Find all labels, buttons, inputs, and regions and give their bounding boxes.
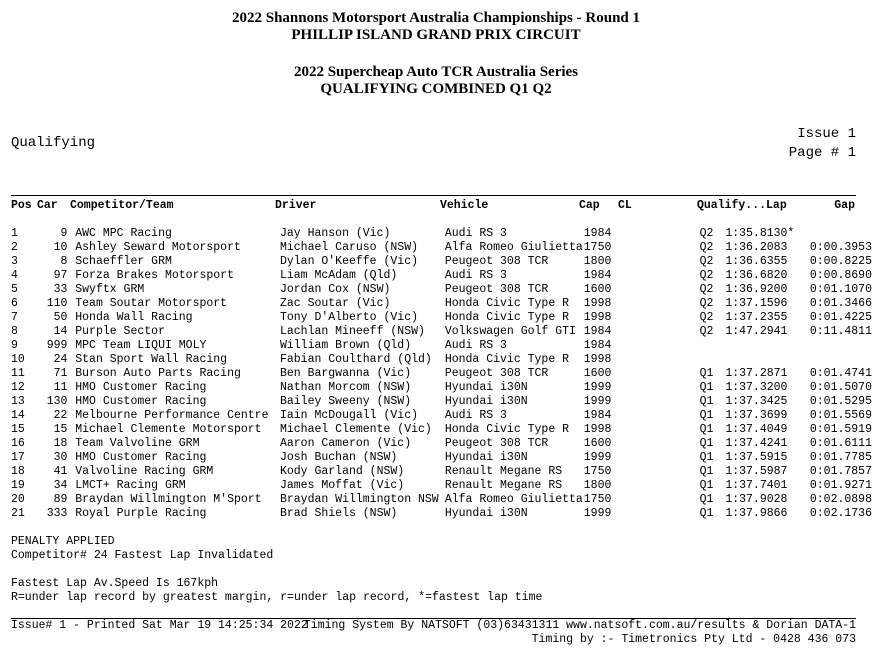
header-rule (11, 195, 856, 196)
table-row (11, 353, 872, 367)
row-lap-time: 1:37.2355 (725, 311, 788, 324)
row-spacer (67, 507, 75, 521)
row-cap: 1998 (583, 423, 612, 436)
row-pos: 14 (11, 409, 25, 422)
row-vehicle: Hyundai i30N (444, 507, 528, 520)
row-car: 34 (53, 479, 68, 492)
row-cl (623, 395, 700, 409)
row-car: 97 (53, 269, 68, 282)
row-driver: Nathan Morcom (NSW) (279, 381, 412, 394)
row-gap (800, 339, 872, 353)
row-lap-time: 1:37.3200 (725, 381, 788, 394)
col-pos: Pos (11, 199, 32, 212)
col-cl: CL (618, 199, 632, 212)
row-team: Melbourne Performance Centre (75, 409, 269, 422)
row-gap: 0:01.5919 (809, 423, 872, 436)
row-driver: Zac Soutar (Vic) (279, 297, 391, 310)
table-row (11, 465, 872, 479)
row-cl (623, 465, 700, 479)
results-table (11, 227, 872, 521)
row-car: 10 (53, 241, 68, 254)
row-vehicle: Peugeot 308 TCR (444, 255, 549, 268)
row-driver: Kody Garland (NSW) (279, 465, 405, 478)
row-driver: Jordan Cox (NSW) (279, 283, 391, 296)
row-spacer (67, 395, 75, 409)
row-team: Team Valvoline GRM (75, 437, 200, 450)
row-car: 24 (53, 353, 68, 366)
row-lap-time: 1:37.9866 (725, 507, 788, 520)
row-cap: 1984 (583, 269, 612, 282)
col-vehicle: Vehicle (440, 199, 489, 212)
row-qualify-session: Q2 (699, 283, 714, 296)
row-car: 110 (46, 297, 68, 310)
row-vehicle: Peugeot 308 TCR (444, 437, 549, 450)
row-gap: 0:01.6111 (809, 437, 872, 450)
row-spacer (67, 367, 75, 381)
row-car: 41 (53, 465, 68, 478)
row-qualify-session (700, 353, 726, 367)
row-gap: 0:02.1736 (809, 507, 872, 520)
row-qualify-session: Q1 (699, 367, 714, 380)
table-row (11, 241, 872, 255)
table-row (11, 437, 872, 451)
table-row (11, 269, 872, 283)
row-cap: 1984 (583, 325, 612, 338)
row-spacer (67, 353, 75, 367)
row-spacer (67, 269, 75, 283)
row-vehicle: Honda Civic Type R (444, 353, 570, 366)
row-lap-time: 1:37.2871 (725, 367, 788, 380)
row-pos: 9 (11, 339, 18, 352)
row-driver: Iain McDougall (Vic) (279, 409, 418, 422)
row-spacer (67, 325, 75, 339)
row-qualify-session: Q1 (699, 493, 714, 506)
table-row (11, 423, 872, 437)
row-cl (623, 451, 700, 465)
row-vehicle: Audi RS 3 (444, 227, 507, 240)
row-lap-time: 1:37.4049 (725, 423, 788, 436)
session-label: Qualifying (11, 135, 96, 151)
row-driver: Brad Shiels (NSW) (279, 507, 398, 520)
row-cl (623, 479, 700, 493)
row-lap-time: 1:37.3425 (725, 395, 788, 408)
table-row (11, 227, 872, 241)
row-car: 22 (53, 409, 68, 422)
row-team: Stan Sport Wall Racing (75, 353, 228, 366)
row-spacer (67, 311, 75, 325)
row-car: 333 (46, 507, 68, 520)
row-driver: Ben Bargwanna (Vic) (279, 367, 412, 380)
row-cl (623, 297, 700, 311)
table-row (11, 339, 872, 353)
row-team: LMCT+ Racing GRM (75, 479, 186, 492)
row-lap-time: 1:36.9200 (725, 283, 788, 296)
row-spacer (67, 423, 75, 437)
row-pos: 15 (11, 423, 25, 436)
row-cap: 1998 (583, 311, 612, 324)
penalty-heading: PENALTY APPLIED (11, 535, 115, 548)
row-driver: Tony D'Alberto (Vic) (279, 311, 418, 324)
row-team: Honda Wall Racing (75, 311, 193, 324)
row-driver: Dylan O'Keeffe (Vic) (279, 255, 418, 268)
row-cl (623, 381, 700, 395)
row-qualify-session: Q1 (699, 437, 714, 450)
table-row (11, 451, 872, 465)
row-vehicle: Hyundai i30N (444, 395, 528, 408)
row-cl (623, 437, 700, 451)
row-cap: 1750 (583, 465, 612, 478)
row-pos: 3 (11, 255, 18, 268)
table-row (11, 311, 872, 325)
row-spacer (67, 339, 75, 353)
col-team: Competitor/Team (70, 199, 174, 212)
timing-by-info: Timing by :- Timetronics Pty Ltd - 0428 436 073 (531, 633, 856, 646)
row-car: 71 (53, 367, 68, 380)
row-team: HMO Customer Racing (75, 381, 207, 394)
row-car: 999 (46, 339, 68, 352)
row-car: 50 (53, 311, 68, 324)
event-title: 2022 Shannons Motorsport Australia Championships - Round 1 (231, 10, 641, 26)
row-cl (623, 409, 700, 423)
row-cap: 1984 (583, 409, 612, 422)
row-qualify-session: Q2 (699, 255, 714, 268)
row-team: Purple Sector (75, 325, 165, 338)
row-cl (623, 493, 700, 507)
row-cap: 1600 (583, 283, 612, 296)
row-cap: 1750 (583, 493, 612, 506)
table-row (11, 479, 872, 493)
row-vehicle: Audi RS 3 (444, 339, 507, 352)
row-cap: 1999 (583, 395, 612, 408)
row-team: Forza Brakes Motorsport (75, 269, 234, 282)
row-cl (623, 367, 700, 381)
row-cl (623, 339, 700, 353)
row-lap-time: 1:37.1596 (725, 297, 788, 310)
row-gap: 0:01.5070 (809, 381, 872, 394)
issue-label: Issue 1 (797, 126, 856, 142)
row-cl (623, 311, 700, 325)
row-lap-time: 1:37.3699 (725, 409, 788, 422)
row-team: Royal Purple Racing (75, 507, 207, 520)
row-gap (800, 227, 872, 241)
row-pos: 21 (11, 507, 25, 520)
row-pos: 11 (11, 367, 25, 380)
table-row (11, 409, 872, 423)
col-car: Car (37, 199, 58, 212)
table-row (11, 395, 872, 409)
row-qualify-session: Q2 (699, 227, 714, 240)
row-cap: 1750 (583, 241, 612, 254)
row-pos: 6 (11, 297, 18, 310)
row-cl (623, 353, 700, 367)
row-cap: 1984 (583, 339, 612, 352)
row-cl (623, 241, 700, 255)
row-pos: 7 (11, 311, 18, 324)
row-driver: Fabian Coulthard (Qld) (279, 353, 432, 366)
col-qualify: Qualify...Lap (697, 199, 787, 212)
table-row (11, 507, 872, 521)
row-car: 18 (53, 437, 68, 450)
row-lap-time: 1:36.6355 (725, 255, 788, 268)
row-gap: 0:01.7785 (809, 451, 872, 464)
row-car: 89 (53, 493, 68, 506)
row-cap: 1984 (583, 227, 612, 240)
row-qualify-session: Q1 (699, 507, 714, 520)
table-row (11, 297, 872, 311)
row-team: Schaeffler GRM (75, 255, 172, 268)
row-qualify-session: Q2 (699, 269, 714, 282)
row-car: 33 (53, 283, 68, 296)
row-pos: 17 (11, 451, 25, 464)
row-gap: 0:01.4741 (809, 367, 872, 380)
row-car: 8 (60, 255, 68, 268)
row-vehicle: Renault Megane RS (444, 479, 563, 492)
row-qualify-session (700, 339, 726, 353)
row-lap-time: 1:36.2083 (725, 241, 788, 254)
row-qualify-session: Q2 (699, 297, 714, 310)
row-driver: Bailey Sweeny (NSW) (279, 395, 412, 408)
row-vehicle: Alfa Romeo Giulietta (444, 241, 583, 254)
row-lap-time: 1:47.2941 (725, 325, 788, 338)
row-pos: 12 (11, 381, 25, 394)
printed-info: Issue# 1 - Printed Sat Mar 19 14:25:34 2022 (11, 619, 308, 632)
session-title: QUALIFYING COMBINED Q1 Q2 (320, 81, 552, 97)
row-team: Valvoline Racing GRM (75, 465, 214, 478)
row-cl (623, 255, 700, 269)
row-driver: Aaron Cameron (Vic) (279, 437, 412, 450)
row-lap-time: 1:37.7401 (725, 479, 788, 492)
row-lap-time: 1:36.6820 (725, 269, 788, 282)
row-team: Team Soutar Motorsport (75, 297, 228, 310)
col-driver: Driver (275, 199, 317, 212)
row-lap-time: 1:37.5987 (725, 465, 788, 478)
row-vehicle: Honda Civic Type R (444, 311, 570, 324)
row-vehicle: Hyundai i30N (444, 451, 528, 464)
row-gap: 0:01.9271 (809, 479, 872, 492)
row-pos: 20 (11, 493, 25, 506)
row-spacer (67, 465, 75, 479)
row-cl (623, 269, 700, 283)
row-qualify-session: Q2 (699, 311, 714, 324)
fastest-lap-speed: Fastest Lap Av.Speed Is 167kph (11, 577, 219, 590)
row-qualify-session: Q1 (699, 423, 714, 436)
row-spacer (67, 227, 75, 241)
row-vehicle: Alfa Romeo Giulietta (444, 493, 583, 506)
row-team: Braydan Willmington M'Sport (75, 493, 262, 506)
row-driver: Lachlan Mineeff (NSW) (279, 325, 425, 338)
row-qualify-session: Q1 (699, 451, 714, 464)
row-lap-time: 1:37.5915 (725, 451, 788, 464)
row-spacer (67, 255, 75, 269)
row-driver: Josh Buchan (NSW) (279, 451, 398, 464)
row-cap: 1999 (583, 507, 612, 520)
table-row (11, 381, 872, 395)
row-gap: 0:01.4225 (809, 311, 872, 324)
row-team: Ashley Seward Motorsport (75, 241, 241, 254)
penalty-text: Competitor# 24 Fastest Lap Invalidated (11, 549, 274, 562)
row-gap: 0:01.3466 (809, 297, 872, 310)
row-driver: Braydan Willmington NSW (279, 493, 439, 506)
row-team: MPC Team LIQUI MOLY (75, 339, 207, 352)
row-qualify-session: Q1 (699, 395, 714, 408)
row-pos: 16 (11, 437, 25, 450)
row-car: 9 (60, 227, 68, 240)
row-cl (623, 227, 700, 241)
timing-system-info: Timing System By NATSOFT (03)63431311 www.natsoft.com.au/results & Dorian DATA-1 (303, 619, 856, 632)
row-vehicle: Audi RS 3 (444, 409, 507, 422)
row-spacer (67, 283, 75, 297)
row-lap-time (725, 339, 800, 353)
row-spacer (67, 479, 75, 493)
row-gap: 0:00.3953 (809, 241, 872, 254)
circuit-title: PHILLIP ISLAND GRAND PRIX CIRCUIT (291, 27, 581, 43)
row-car: 130 (46, 395, 68, 408)
table-row (11, 325, 872, 339)
row-pos: 8 (11, 325, 18, 338)
table-row (11, 493, 872, 507)
row-pos: 13 (11, 395, 25, 408)
row-cl (623, 283, 700, 297)
row-gap: 0:00.8225 (809, 255, 872, 268)
row-pos: 18 (11, 465, 25, 478)
row-pos: 19 (11, 479, 25, 492)
row-cap: 1998 (583, 297, 612, 310)
table-row (11, 283, 872, 297)
row-gap: 0:02.0898 (809, 493, 872, 506)
row-cap: 1999 (583, 451, 612, 464)
row-driver: William Brown (Qld) (279, 339, 412, 352)
row-qualify-session: Q1 (699, 381, 714, 394)
col-cap: Cap (579, 199, 600, 212)
row-team: AWC MPC Racing (75, 227, 172, 240)
row-pos: 1 (11, 227, 18, 240)
series-title: 2022 Supercheap Auto TCR Australia Series (293, 64, 579, 80)
row-vehicle: Audi RS 3 (444, 269, 507, 282)
row-vehicle: Hyundai i30N (444, 381, 528, 394)
row-vehicle: Peugeot 308 TCR (444, 283, 549, 296)
row-cap: 1600 (583, 367, 612, 380)
row-driver: Liam McAdam (Qld) (279, 269, 398, 282)
row-driver: James Moffat (Vic) (279, 479, 405, 492)
row-cl (623, 423, 700, 437)
row-gap: 0:00.8690 (809, 269, 872, 282)
row-car: 30 (53, 451, 68, 464)
row-vehicle: Honda Civic Type R (444, 423, 570, 436)
row-pos: 10 (11, 353, 25, 366)
row-driver: Michael Clemente (Vic) (279, 423, 432, 436)
row-vehicle: Volkswagen Golf GTI (444, 325, 576, 338)
row-vehicle: Peugeot 308 TCR (444, 367, 549, 380)
row-cap: 1800 (583, 255, 612, 268)
row-lap-time: 1:37.4241 (725, 437, 788, 450)
row-cap: 1999 (583, 381, 612, 394)
row-pos: 2 (11, 241, 18, 254)
row-cap: 1800 (583, 479, 612, 492)
row-qualify-session: Q1 (699, 479, 714, 492)
row-lap-time (725, 353, 800, 367)
row-vehicle: Honda Civic Type R (444, 297, 570, 310)
row-spacer (67, 493, 75, 507)
row-cap: 1998 (583, 353, 612, 366)
row-car: 14 (53, 325, 68, 338)
legend-text: R=under lap record by greatest margin, r=under lap record, *=fastest lap time (11, 591, 543, 604)
row-team: Michael Clemente Motorsport (75, 423, 262, 436)
row-car: 11 (53, 381, 68, 394)
row-pos: 4 (11, 269, 18, 282)
row-team: Burson Auto Parts Racing (75, 367, 241, 380)
row-driver: Jay Hanson (Vic) (279, 227, 391, 240)
table-row (11, 367, 872, 381)
row-gap: 0:11.4811 (809, 325, 872, 338)
row-lap-time: 1:37.9028 (725, 493, 788, 506)
row-spacer (67, 381, 75, 395)
col-gap: Gap (834, 199, 855, 212)
row-spacer (67, 451, 75, 465)
row-gap (800, 353, 872, 367)
row-vehicle: Renault Megane RS (444, 465, 563, 478)
row-gap: 0:01.1070 (809, 283, 872, 296)
row-pos: 5 (11, 283, 18, 296)
row-qualify-session: Q2 (699, 325, 714, 338)
row-team: HMO Customer Racing (75, 451, 207, 464)
row-driver: Michael Caruso (NSW) (279, 241, 418, 254)
row-gap: 0:01.5295 (809, 395, 872, 408)
row-spacer (67, 409, 75, 423)
row-qualify-session: Q2 (699, 241, 714, 254)
row-cap: 1600 (583, 437, 612, 450)
row-team: HMO Customer Racing (75, 395, 207, 408)
row-cl (623, 325, 700, 339)
row-spacer (67, 297, 75, 311)
page-number: Page # 1 (788, 145, 856, 161)
row-gap: 0:01.5569 (809, 409, 872, 422)
row-cl (623, 507, 700, 521)
row-spacer (67, 241, 75, 255)
row-spacer (67, 437, 75, 451)
row-lap-time: 1:35.8130* (725, 227, 795, 240)
row-gap: 0:01.7857 (809, 465, 872, 478)
row-car: 15 (53, 423, 68, 436)
row-team: Swyftx GRM (75, 283, 145, 296)
table-row (11, 255, 872, 269)
row-qualify-session: Q1 (699, 409, 714, 422)
row-qualify-session: Q1 (699, 465, 714, 478)
